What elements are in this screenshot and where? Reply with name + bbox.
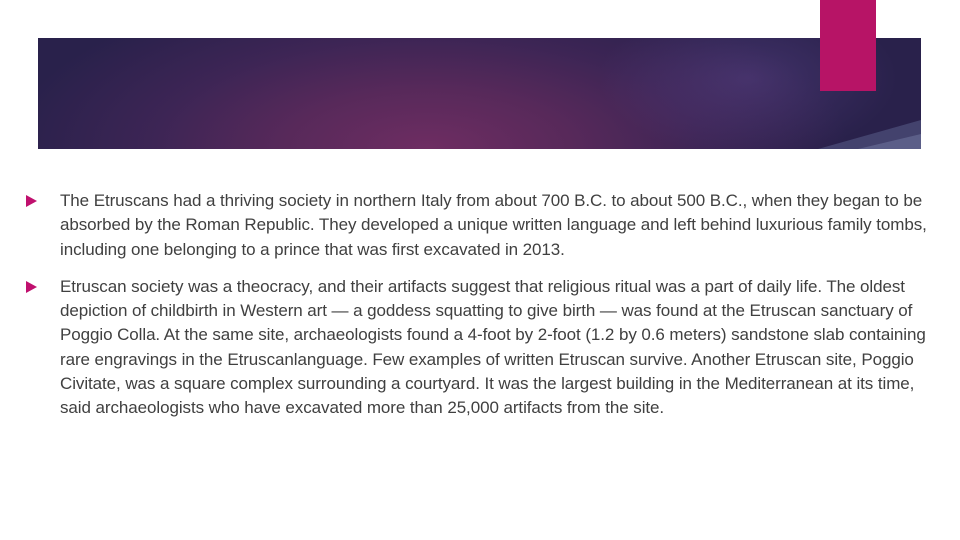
banner-stripe-decoration [38, 38, 921, 149]
accent-bar [820, 0, 876, 91]
title-banner [38, 38, 921, 149]
bullet-text: The Etruscans had a thriving society in northern Italy from about 700 B.C. to about 500 B.C., when they began to be absorbed by the Roman Republic. They developed a unique written language and left behind luxurious family tombs, including one belonging to a prince that was first excavated in 2013. [60, 191, 927, 259]
bullet-item [24, 275, 938, 421]
bullet-text: Etruscan society was a theocracy, and their artifacts suggest that religious ritual was a part of daily life. The oldest depiction of childbirth in Western art — a goddess squatting to give birth — was found at the Etruscan sanctuary of Poggio Colla. At the same site, archaeologists found a 4-foot by 2-foot (1.2 by 0.6 meters) sandstone slab containing rare engravings in the Etruscanlanguage. Few examples of written Etruscan survive. Another Etruscan site, Poggio Civitate, was a square complex surrounding a courtyard. It was the largest building in the Mediterranean at its time, said archaeologists who have excavated more than 25,000 artifacts from the site. [60, 276, 926, 418]
bullet-item [24, 189, 938, 262]
triangle-bullet-icon [24, 194, 38, 208]
bullet-list [24, 189, 938, 434]
triangle-bullet-icon [24, 280, 38, 294]
